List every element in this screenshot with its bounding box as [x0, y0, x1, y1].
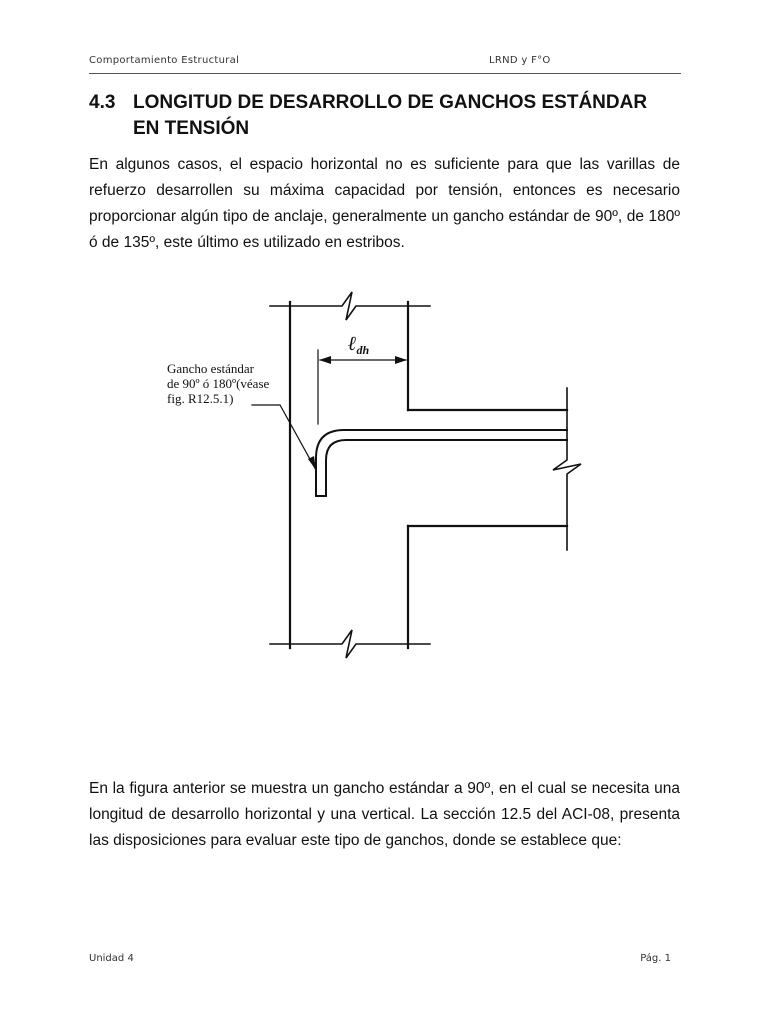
dimension-arrow-left: [319, 356, 331, 364]
intro-paragraph: En algunos casos, el espacio horizontal no es suficiente para que las varillas de refuerzo desarrollen su máxima capacidad por tensión, entonces es necesario proporcionar algún tipo de anclaje, generalmente un gancho estándar de 90º, de 180º ó de 135º, este último es utilizado en estribos.: [89, 156, 680, 251]
footer-unit: Unidad 4: [89, 953, 134, 964]
dimension-symbol: ℓ: [348, 333, 357, 355]
header-course-title: Comportamiento Estructural: [89, 55, 240, 66]
section-number: 4.3: [89, 92, 116, 113]
top-break-line: [270, 292, 430, 320]
hook-callout-line-3: fig. R12.5.1): [167, 391, 234, 406]
dimension-arrow-right: [395, 356, 407, 364]
hook-development-figure: [130, 288, 590, 668]
after-figure-paragraph: En la figura anterior se muestra un gancho estándar a 90º, en el cual se necesita una longitud de desarrollo horizontal y una vertical. La sección 12.5 del ACI-08, presenta las disposiciones para evaluar este tipo de ganchos, donde se establece que:: [89, 780, 680, 849]
hook-bar-inner: [326, 440, 567, 496]
dimension-subscript: dh: [356, 343, 370, 357]
dimension-label: [348, 333, 370, 357]
section-title-line-1: LONGITUD DE DESARROLLO DE GANCHOS ESTÁNDAR: [133, 92, 648, 113]
bottom-break-line: [270, 630, 430, 658]
footer-page-number: Pág. 1: [640, 953, 671, 964]
hook-diagram: [130, 288, 590, 668]
hook-callout-line-2: de 90º ó 180º(véase: [167, 376, 270, 391]
label-leader: [252, 405, 316, 470]
section-title-line-2: EN TENSIÓN: [133, 118, 250, 139]
header-subject: LRND y F°O: [489, 55, 551, 66]
hook-callout-label: [167, 361, 307, 406]
header-divider: [89, 73, 681, 74]
hook-callout-line-1: Gancho estándar: [167, 361, 254, 376]
page-header: [89, 55, 681, 73]
page-footer: [89, 953, 681, 971]
section-title: [133, 90, 693, 142]
